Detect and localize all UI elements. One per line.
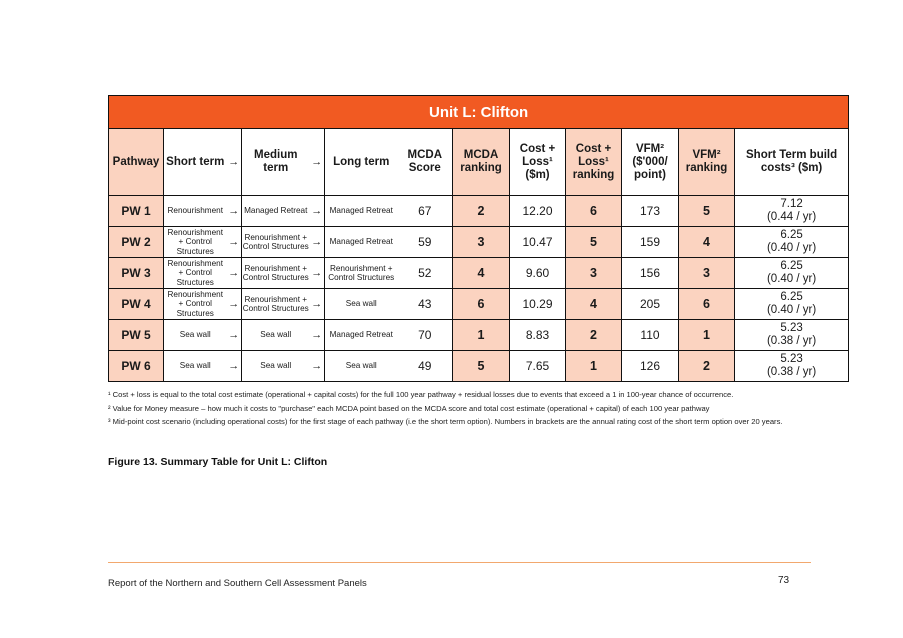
mcda-score-cell: 70 bbox=[398, 320, 453, 351]
header-cost-loss-ranking: Cost + Loss¹ ranking bbox=[566, 129, 622, 196]
short-term-build-cell bbox=[735, 258, 849, 289]
arrow-icon: → bbox=[310, 258, 325, 289]
header-pathway: Pathway bbox=[109, 129, 164, 196]
pathway-cell: PW 2 bbox=[109, 227, 164, 258]
header-short-term: Short term bbox=[164, 129, 227, 196]
mcda-ranking-cell: 2 bbox=[453, 196, 510, 227]
cost-loss-cell: 8.83 bbox=[510, 320, 566, 351]
figure-caption: Figure 13. Summary Table for Unit L: Clifton bbox=[108, 456, 328, 468]
mcda-ranking-cell: 5 bbox=[453, 351, 510, 382]
pathway-cell: PW 5 bbox=[109, 320, 164, 351]
cost-loss-ranking-cell: 6 bbox=[566, 196, 622, 227]
build-cost-annual: (0.44 / yr) bbox=[766, 211, 817, 223]
build-cost-annual: (0.40 / yr) bbox=[766, 273, 817, 285]
footnotes bbox=[108, 390, 808, 431]
vfm-ranking-cell: 6 bbox=[679, 289, 735, 320]
vfm-cell: 159 bbox=[622, 227, 679, 258]
header-long-term: Long term bbox=[325, 129, 398, 196]
arrow-icon: → bbox=[227, 289, 242, 320]
vfm-cell: 156 bbox=[622, 258, 679, 289]
arrow-icon: → bbox=[227, 320, 242, 351]
build-cost-total: 7.12 bbox=[780, 198, 803, 210]
short-term-build-cell bbox=[735, 196, 849, 227]
table-row bbox=[109, 258, 849, 289]
short-term-cell: Renourishment bbox=[164, 196, 227, 227]
vfm-ranking-cell: 2 bbox=[679, 351, 735, 382]
build-cost-total: 5.23 bbox=[780, 353, 803, 365]
short-term-build-cell bbox=[735, 289, 849, 320]
short-term-cell: Renourishment + Control Structures bbox=[164, 258, 227, 289]
pathway-cell: PW 6 bbox=[109, 351, 164, 382]
vfm-ranking-cell: 5 bbox=[679, 196, 735, 227]
long-term-cell: Sea wall bbox=[325, 351, 398, 382]
footnote-1: ¹ Cost + loss is equal to the total cost estimate (operational + capital costs) for the full 100 year pathway + residual losses due to events that exceed a 1 in 100-year chance of occurrence. bbox=[108, 390, 734, 399]
header-short-term-build-costs: Short Term build costs³ ($m) bbox=[735, 129, 849, 196]
mcda-score-cell: 52 bbox=[398, 258, 453, 289]
table-row bbox=[109, 227, 849, 258]
table-row bbox=[109, 351, 849, 382]
vfm-cell: 173 bbox=[622, 196, 679, 227]
footnote-2: ² Value for Money measure – how much it costs to "purchase" each MCDA point based on the MCDA score and total cost estimate (operational + capital) of each 100 year pathway bbox=[108, 403, 710, 413]
arrow-icon: → bbox=[227, 351, 242, 382]
arrow-icon: → bbox=[310, 196, 325, 227]
table-row bbox=[109, 289, 849, 320]
long-term-cell: Managed Retreat bbox=[325, 227, 398, 258]
pathway-cell: PW 4 bbox=[109, 289, 164, 320]
medium-term-cell: Sea wall bbox=[242, 351, 310, 382]
header-vfm: VFM² ($'000/ point) bbox=[622, 129, 679, 196]
build-cost-annual: (0.38 / yr) bbox=[766, 366, 817, 378]
short-term-cell: Sea wall bbox=[164, 320, 227, 351]
arrow-icon: → bbox=[310, 289, 325, 320]
mcda-ranking-cell: 3 bbox=[453, 227, 510, 258]
arrow-icon: → bbox=[310, 320, 325, 351]
footer-divider bbox=[108, 562, 811, 563]
table-title: Unit L: Clifton bbox=[109, 96, 849, 129]
cost-loss-ranking-cell: 4 bbox=[566, 289, 622, 320]
build-cost-annual: (0.40 / yr) bbox=[766, 242, 817, 254]
medium-term-cell: Sea wall bbox=[242, 320, 310, 351]
mcda-score-cell: 49 bbox=[398, 351, 453, 382]
cost-loss-cell: 9.60 bbox=[510, 258, 566, 289]
arrow-icon: → bbox=[310, 129, 325, 196]
cost-loss-cell: 7.65 bbox=[510, 351, 566, 382]
table-row bbox=[109, 320, 849, 351]
mcda-ranking-cell: 4 bbox=[453, 258, 510, 289]
mcda-score-cell: 43 bbox=[398, 289, 453, 320]
long-term-cell: Renourishment + Control Structures bbox=[325, 258, 398, 289]
short-term-build-cell bbox=[735, 227, 849, 258]
cost-loss-cell: 12.20 bbox=[510, 196, 566, 227]
summary-table bbox=[108, 95, 849, 382]
cost-loss-ranking-cell: 2 bbox=[566, 320, 622, 351]
build-cost-annual: (0.38 / yr) bbox=[766, 335, 817, 347]
long-term-cell: Managed Retreat bbox=[325, 196, 398, 227]
build-cost-annual: (0.40 / yr) bbox=[766, 304, 817, 316]
header-mcda-ranking: MCDA ranking bbox=[453, 129, 510, 196]
long-term-cell: Managed Retreat bbox=[325, 320, 398, 351]
mcda-score-cell: 59 bbox=[398, 227, 453, 258]
arrow-icon: → bbox=[310, 351, 325, 382]
short-term-cell: Renourishment + Control Structures bbox=[164, 227, 227, 258]
build-cost-total: 6.25 bbox=[780, 291, 803, 303]
arrow-icon: → bbox=[227, 129, 242, 196]
header-medium-term: Medium term bbox=[242, 129, 310, 196]
cost-loss-ranking-cell: 5 bbox=[566, 227, 622, 258]
arrow-icon: → bbox=[227, 196, 242, 227]
short-term-build-cell bbox=[735, 351, 849, 382]
pathway-cell: PW 3 bbox=[109, 258, 164, 289]
long-term-cell: Sea wall bbox=[325, 289, 398, 320]
mcda-ranking-cell: 6 bbox=[453, 289, 510, 320]
short-term-cell: Renourishment + Control Structures bbox=[164, 289, 227, 320]
short-term-build-cell bbox=[735, 320, 849, 351]
short-term-cell: Sea wall bbox=[164, 351, 227, 382]
footer-report-title: Report of the Northern and Southern Cell Assessment Panels bbox=[108, 578, 367, 589]
header-cost-loss: Cost + Loss¹ ($m) bbox=[510, 129, 566, 196]
arrow-icon: → bbox=[227, 258, 242, 289]
header-mcda-score: MCDA Score bbox=[398, 129, 453, 196]
table-row bbox=[109, 196, 849, 227]
arrow-icon: → bbox=[227, 227, 242, 258]
build-cost-total: 6.25 bbox=[780, 260, 803, 272]
vfm-cell: 205 bbox=[622, 289, 679, 320]
cost-loss-cell: 10.29 bbox=[510, 289, 566, 320]
vfm-ranking-cell: 1 bbox=[679, 320, 735, 351]
page-number: 73 bbox=[778, 575, 790, 586]
arrow-icon: → bbox=[310, 227, 325, 258]
medium-term-cell: Renourishment + Control Structures bbox=[242, 258, 310, 289]
vfm-cell: 126 bbox=[622, 351, 679, 382]
footnote-3: ³ Mid-point cost scenario (including operational costs) for the first stage of each pathway (i.e the short term option). Numbers in brackets are the annual rating cost of the short term option over 20 years. bbox=[108, 417, 783, 426]
medium-term-cell: Managed Retreat bbox=[242, 196, 310, 227]
medium-term-cell: Renourishment + Control Structures bbox=[242, 289, 310, 320]
vfm-ranking-cell: 3 bbox=[679, 258, 735, 289]
cost-loss-ranking-cell: 3 bbox=[566, 258, 622, 289]
build-cost-total: 5.23 bbox=[780, 322, 803, 334]
mcda-score-cell: 67 bbox=[398, 196, 453, 227]
mcda-ranking-cell: 1 bbox=[453, 320, 510, 351]
cost-loss-cell: 10.47 bbox=[510, 227, 566, 258]
medium-term-cell: Renourishment + Control Structures bbox=[242, 227, 310, 258]
vfm-ranking-cell: 4 bbox=[679, 227, 735, 258]
vfm-cell: 110 bbox=[622, 320, 679, 351]
cost-loss-ranking-cell: 1 bbox=[566, 351, 622, 382]
pathway-cell: PW 1 bbox=[109, 196, 164, 227]
header-vfm-ranking: VFM² ranking bbox=[679, 129, 735, 196]
build-cost-total: 6.25 bbox=[780, 229, 803, 241]
